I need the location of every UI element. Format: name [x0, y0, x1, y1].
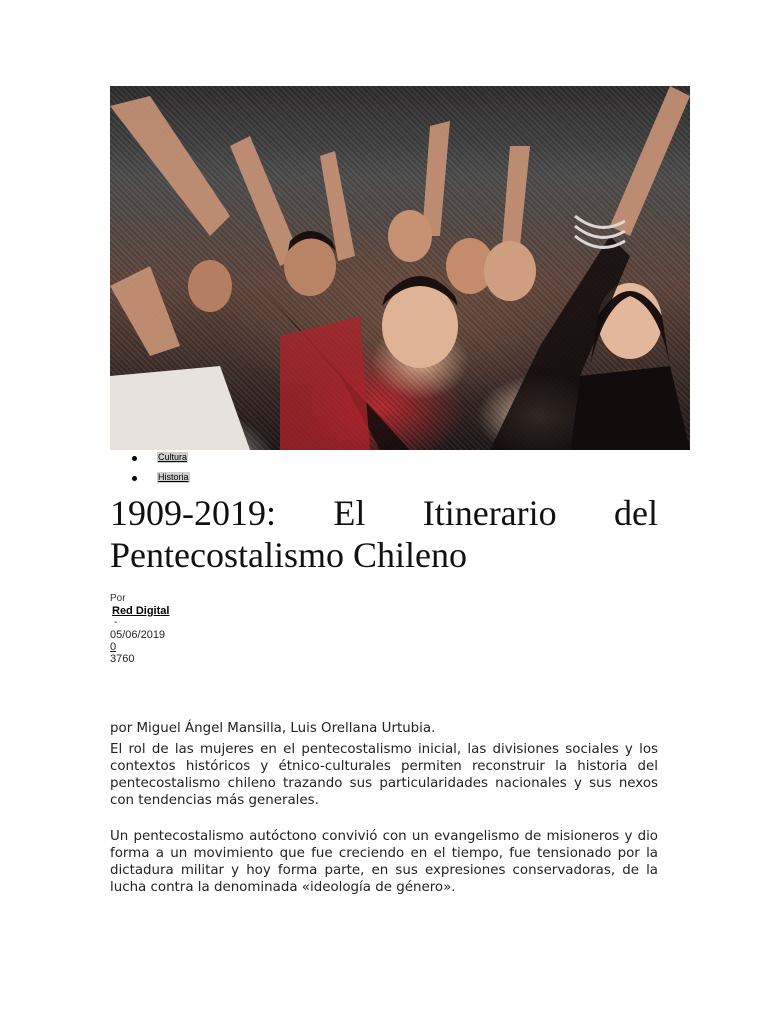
- crowd-illustration: [110, 86, 690, 450]
- article-byline: por Miguel Ángel Mansilla, Luis Orellana Urtubia.: [110, 721, 436, 736]
- author-link[interactable]: Red Digital: [112, 605, 170, 617]
- category-link-historia[interactable]: Historia: [158, 472, 189, 482]
- category-list: [110, 452, 190, 492]
- article-hero-photo: [110, 86, 690, 450]
- article-meta: [110, 592, 169, 665]
- article-title: 1909-2019: El Itinerario del Pentecostalismo Chileno: [110, 493, 658, 575]
- views-count: 3760: [110, 653, 135, 665]
- category-link-cultura[interactable]: Cultura: [158, 452, 188, 462]
- paragraph: El rol de las mujeres en el pentecostalismo inicial, las divisiones sociales y los contextos históricos y étnico-culturales permiten reconstruir la historia del pentecostalismo chileno trazando sus particularidades nacionales y sus nexos con tendencias más generales.: [110, 742, 658, 808]
- publish-date: 05/06/2019: [110, 629, 166, 641]
- meta-separator: -: [114, 617, 118, 628]
- comments-count-link[interactable]: 0: [110, 641, 117, 653]
- paragraph: Un pentecostalismo autóctono convivió con un evangelismo de misioneros y dio forma a un movimiento que fue creciendo en el tiempo, fue tensionado por la dictadura militar y hoy forma parte, en sus expresiones conservadoras, de la lucha contra la denominada «ideología de género».: [110, 829, 658, 895]
- article-body: [110, 720, 658, 896]
- category-item[interactable]: [110, 472, 190, 492]
- by-label: Por: [110, 593, 126, 604]
- category-item[interactable]: [110, 452, 190, 472]
